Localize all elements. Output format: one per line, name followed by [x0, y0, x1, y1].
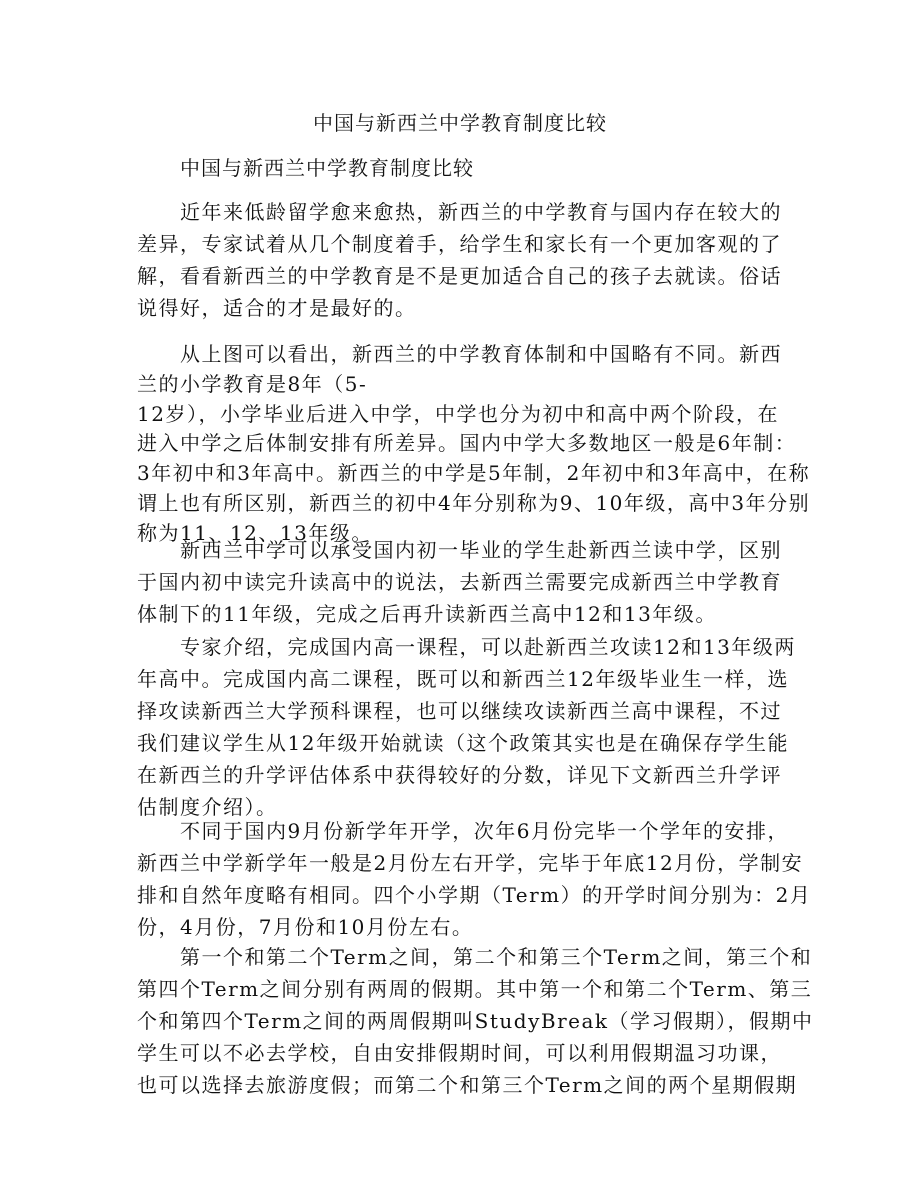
- document-subtitle: 中国与新西兰中学教育制度比较: [180, 156, 474, 180]
- paragraph-line: 不同于国内9月份新学年开学，次年6月份完毕一个学年的安排，: [180, 819, 789, 843]
- paragraph-line: 估制度介绍）。: [137, 795, 278, 819]
- paragraph-line: 我们建议学生从12年级开始就读（这个政策其实也是在确保存学生能: [137, 731, 789, 755]
- paragraph-line: 谓上也有所区别，新西兰的初中4年分别称为9、10年级，高中3年分别: [137, 490, 811, 515]
- paragraph: [137, 196, 797, 324]
- paragraph-line: 3年初中和3年高中。新西兰的中学是5年制，2年初中和3年高中，在称: [137, 461, 811, 486]
- paragraph-line: 新西兰中学新学年一般是2月份左右开学，完毕于年底12月份，学制安: [137, 851, 804, 875]
- paragraph-line: 近年来低龄留学愈来愈热，新西兰的中学教育与国内存在较大的: [180, 200, 782, 224]
- paragraph-line: 解，看看新西兰的中学教育是不是更加适合自己的孩子去就读。俗话: [137, 264, 782, 288]
- paragraph-line: 称为11、12、13年级。: [137, 520, 373, 545]
- paragraph-line: 第四个Term之间分别有两周的假期。其中第一个和第二个Term、第三: [137, 977, 813, 1001]
- paragraph: [137, 340, 811, 549]
- paragraph-line: 第一个和第二个Term之间，第二个和第三个Term之间，第三个和: [180, 945, 813, 969]
- paragraph-line: 份，4月份，7月份和10月份左右。: [137, 915, 474, 939]
- paragraph-line: 差异，专家试着从几个制度着手，给学生和家长有一个更加客观的了: [137, 232, 782, 256]
- paragraph-line: 也可以选择去旅游度假；而第二个和第三个Term之间的两个星期假期: [137, 1073, 798, 1097]
- document-title: 中国与新西兰中学教育制度比较: [313, 111, 607, 135]
- paragraph-line: 排和自然年度略有相同。四个小学期（Term）的开学时间分别为：2月: [137, 883, 812, 907]
- paragraph-line: 个和第四个Term之间的两周假期叫StudyBreak（学习假期），假期中: [137, 1009, 814, 1033]
- paragraph-line: 于国内初中读完升读高中的说法，去新西兰需要完成新西兰中学教育: [137, 570, 782, 594]
- paragraph: [137, 941, 814, 1101]
- paragraph-line: 说得好，适合的才是最好的。: [137, 296, 417, 320]
- paragraph-line: 从上图可以看出，新西兰的中学教育体制和中国略有不同。新西: [180, 342, 782, 366]
- paragraph-line: 学生可以不必去学校，自由安排假期时间，可以利用假期温习功课，: [137, 1041, 782, 1065]
- paragraph-line: 专家介绍，完成国内高一课程，可以赴新西兰攻读12和13年级两: [180, 635, 796, 659]
- paragraph-line: 择攻读新西兰大学预科课程，也可以继续攻读新西兰高中课程，不过: [137, 699, 782, 723]
- paragraph-line: 进入中学之后体制安排有所差异。国内中学大多数地区一般是6年制：: [137, 431, 797, 456]
- paragraph-line: 在新西兰的升学评估体系中获得较好的分数，详见下文新西兰升学评: [137, 763, 782, 787]
- paragraph: [137, 631, 797, 823]
- paragraph-line: 体制下的11年级，完成之后再升读新西兰高中12和13年级。: [137, 602, 717, 626]
- paragraph-line: 年高中。完成国内高二课程，既可以和新西兰12年级毕业生一样，选: [137, 667, 789, 691]
- paragraph-line: 12岁），小学毕业后进入中学，中学也分为初中和高中两个阶段，在: [137, 401, 779, 426]
- paragraph-line: 兰的小学教育是8年（5-: [137, 371, 368, 396]
- paragraph: [137, 534, 797, 630]
- paragraph-line: 新西兰中学可以承受国内初一毕业的学生赴新西兰读中学，区别: [180, 538, 782, 562]
- paragraph: [137, 815, 812, 943]
